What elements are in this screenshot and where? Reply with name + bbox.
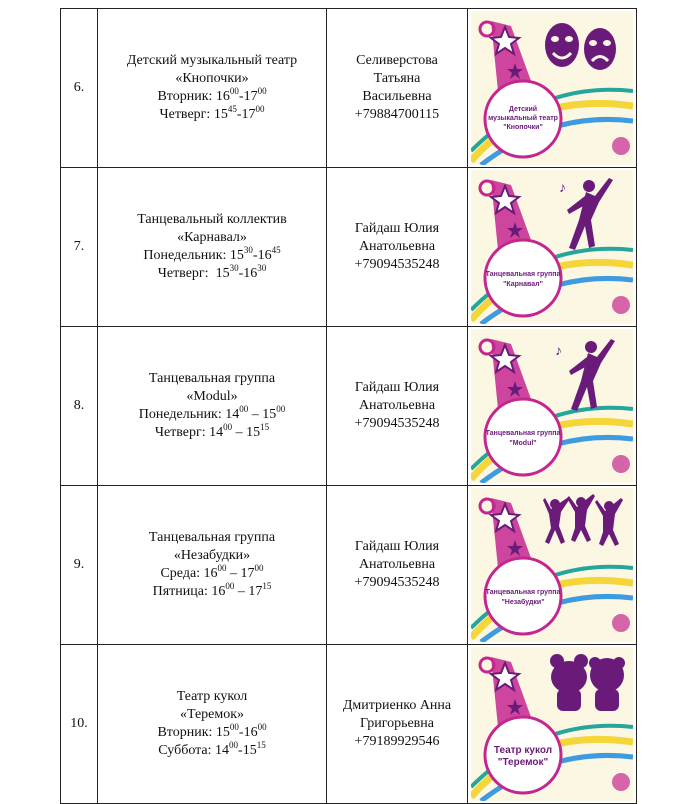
leader-name: Гайдаш Юлия [354,380,440,395]
badge-title: "Modul" [509,440,537,447]
club-picture [468,645,637,804]
badge-title: Театр кукол [493,745,553,756]
club-info [98,9,327,168]
schedule-line: Среда: $16^{00} - 17^{00}$ [160,563,264,581]
schedule-line: Четверг: $15^{45}-17^{00}$ [159,104,265,122]
club-name: Детский музыкальный театр [126,53,298,68]
schedule-line: Вторник: $16^{00}-17^{00}$ [157,86,267,104]
club-name: Танцевальный коллектив [137,212,287,227]
dancer-icon [471,329,633,483]
schedule-line: Пятница: $16^{00} - 17^{15}$ [152,581,272,599]
schedule-line: Вторник: $15^{00}-16^{00}$ [157,722,267,740]
leader-name: Анатольевна [358,239,436,254]
badge-title: "Теремок" [497,757,549,768]
leader-name: Анатольевна [358,557,436,572]
club-info [98,168,327,327]
svg-text:♪: ♪ [559,181,566,196]
leader-phone: +79094535248 [354,257,440,272]
club-group: «Кнопочки» [175,71,249,86]
leader-name: Селиверстова [356,53,438,68]
row-number: 8. [61,327,98,486]
leader-contact [327,9,468,168]
club-info [98,645,327,804]
theatre-masks-icon [471,11,633,165]
leader-name: Дмитриенко Анна [342,698,452,713]
leader-name: Гайдаш Юлия [354,221,440,236]
badge-title: Танцевальная группа [485,589,561,596]
table-row [61,486,637,645]
club-name: Театр кукол [176,689,248,704]
leader-contact [327,327,468,486]
leader-name: Григорьевна [359,716,434,731]
schedule-line: Понедельник: $14^{00} - 15^{00}$ [138,404,286,422]
club-name: Танцевальная группа [148,371,276,386]
club-group: «Теремок» [179,707,245,722]
leader-phone: +79094535248 [354,416,440,431]
club-picture [468,9,637,168]
clubs-schedule-table [60,8,637,804]
badge-title: Танцевальная группа [485,430,561,437]
badge-title: "Карнавал" [503,281,543,288]
table-row [61,168,637,327]
leader-contact [327,645,468,804]
schedule-line: Четверг: $15^{30}-16^{30}$ [157,263,267,281]
badge-title: "Кнопочки" [503,124,543,131]
row-number: 7. [61,168,98,327]
leader-name: Васильевна [362,89,432,104]
leader-contact [327,486,468,645]
club-info [98,327,327,486]
leader-phone: +79884700115 [354,107,440,122]
row-number: 9. [61,486,98,645]
club-name: Танцевальная группа [148,530,276,545]
club-group: «Незабудки» [173,548,251,563]
schedule-line: Понедельник: $15^{30}-16^{45}$ [143,245,281,263]
badge-title: Детский [508,106,538,113]
table-row [61,645,637,804]
schedule-line: Четверг: $14^{00} - 15^{15}$ [154,422,270,440]
row-number: 6. [61,9,98,168]
leader-name: Гайдаш Юлия [354,539,440,554]
dancer-icon [471,170,633,324]
club-picture [468,486,637,645]
club-picture [468,168,637,327]
club-group: «Modul» [186,389,238,404]
leader-phone: +79094535248 [354,575,440,590]
row-number: 10. [61,645,98,804]
jumping-kids-icon [471,488,633,642]
leader-phone: +79189929546 [354,734,440,749]
leader-contact [327,168,468,327]
badge-title: музыкальный театр [488,115,558,122]
badge-title: Танцевальная группа [485,271,561,278]
club-info [98,486,327,645]
table-row [61,9,637,168]
leader-name: Татьяна [373,71,421,86]
leader-name: Анатольевна [358,398,436,413]
table-row [61,327,637,486]
puppets-icon [471,647,633,801]
svg-text:♪: ♪ [555,344,562,359]
schedule-line: Суббота: $14^{00}-15^{15}$ [158,740,266,758]
club-picture [468,327,637,486]
club-group: «Карнавал» [177,230,247,245]
badge-title: "Незабудки" [501,599,545,606]
